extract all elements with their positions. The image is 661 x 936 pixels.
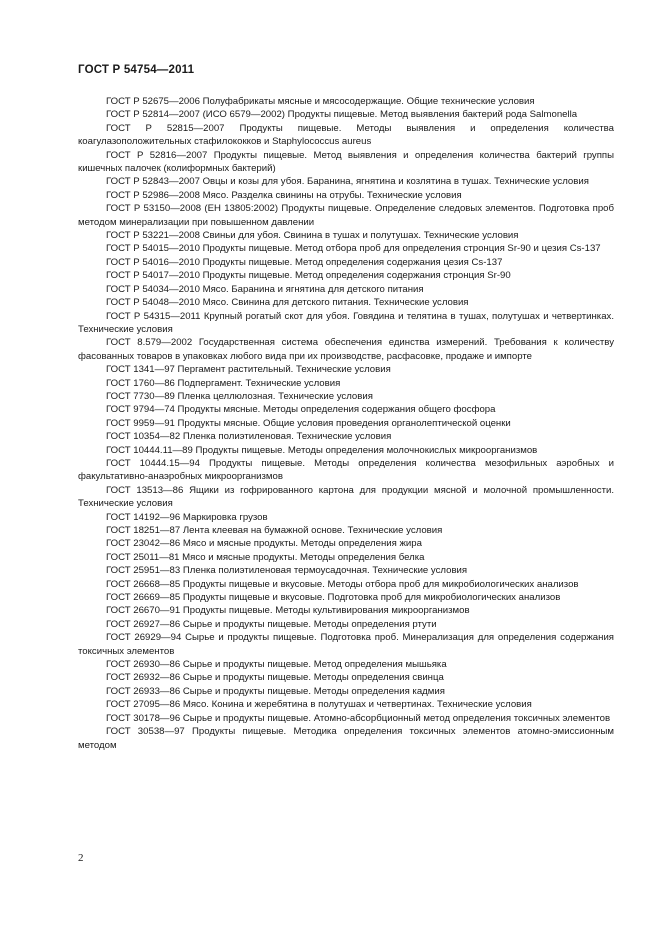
reference-item: ГОСТ 26932—86 Сырье и продукты пищевые. Методы определения свинца [106,672,444,684]
reference-item: ГОСТ 7730—89 Пленка целлюлозная. Технические условия [106,390,373,402]
reference-item: ГОСТ Р 54048—2010 Мясо. Свинина для детского питания. Технические условия [106,297,469,309]
reference-item: ГОСТ 26668—85 Продукты пищевые и вкусовые. Методы отбора проб для микробиологических анализов [106,578,579,590]
reference-item: ГОСТ Р 54034—2010 Мясо. Баранина и ягнятина для детского питания [106,283,424,295]
page-number: 2 [78,852,84,864]
reference-item: ГОСТ 1760—86 Подпергамент. Технические условия [106,377,341,389]
reference-item: ГОСТ 10354—82 Пленка полиэтиленовая. Технические условия [106,431,392,443]
reference-item: ГОСТ 30178—96 Сырье и продукты пищевые. Атомно-абсорбционный метод определения токсичных элементов [106,712,611,724]
reference-item: ГОСТ 18251—87 Лента клеевая на бумажной основе. Технические условия [106,525,443,536]
reference-item: ГОСТ 13513—86 Ящики из гофрированного картона для продукции мясной и молочной промышленности. Технические условия [78,484,614,510]
reference-item: ГОСТ Р 53150—2008 (ЕН 13805:2002) Продукты пищевые. Определение следовых элементов. Подготовка проб методом минерализации при повышенном давлении [78,203,614,228]
reference-item: ГОСТ Р 52675—2006 Полуфабрикаты мясные и мясосодержащие. Общие технические условия [106,96,535,107]
reference-item: ГОСТ 23042—86 Мясо и мясные продукты. Методы определения жира [106,538,422,550]
document-header: ГОСТ Р 54754—2011 [78,64,195,76]
reference-item: ГОСТ 9794—74 Продукты мясные. Методы определения содержания общего фосфора [106,404,496,416]
reference-item: ГОСТ Р 54016—2010 Продукты пищевые. Метод определения содержания цезия Cs-137 [106,256,503,268]
reference-item: ГОСТ Р 53221—2008 Свиньи для убоя. Свинина в тушах и полутушах. Технические условия [106,230,519,242]
reference-item: ГОСТ 10444.11—89 Продукты пищевые. Методы определения молочнокислых микроорганизмов [106,444,538,456]
reference-item: ГОСТ Р 54315—2011 Крупный рогатый скот для убоя. Говядина и телятина в тушах, полутушах и четвертинках. Технические условия [78,310,614,335]
reference-item: ГОСТ 10444.15—94 Продукты пищевые. Методы определения количества мезофильных аэробных и факультативно-анаэробных микроорганизмов [78,457,614,483]
reference-item: ГОСТ Р 52816—2007 Продукты пищевые. Метод выявления и определения количества бактерий группы кишечных палочек (колиформных бактерий) [78,149,614,175]
reference-item: ГОСТ 27095—86 Мясо. Конина и жеребятина в полутушах и четвертинах. Технические условия [106,699,532,711]
reference-item: ГОСТ Р 52815—2007 Продукты пищевые. Методы выявления и определения количества коагулазоположительных стафилококков и Staphylococcus aureus [78,122,614,148]
reference-item: ГОСТ 26927—86 Сырье и продукты пищевые. Методы определения ртути [106,618,437,630]
reference-item: ГОСТ 26670—91 Продукты пищевые. Методы культивирования микроорганизмов [106,605,470,617]
reference-item: ГОСТ 26929—94 Сырье и продукты пищевые. Подготовка проб. Минерализация для определения содержания токсичных элементов [78,632,614,657]
reference-item: ГОСТ 30538—97 Продукты пищевые. Методика определения токсичных элементов атомно-эмиссионным методом [78,726,614,751]
reference-item: ГОСТ 8.579—2002 Государственная система обеспечения единства измерений. Требования к количеству фасованных товаров в упаковках любого вида при их производстве, расфасовке, продаже и импорте [78,337,614,362]
reference-item: ГОСТ Р 52843—2007 Овцы и козы для убоя. Баранина, ягнятина и козлятина в тушах. Технические условия [106,176,589,188]
reference-item: ГОСТ 25951—83 Пленка полиэтиленовая термоусадочная. Технические условия [106,565,468,577]
reference-item: ГОСТ Р 54015—2010 Продукты пищевые. Метод отбора проб для определения стронция Sr-90 и цезия Cs-137 [106,243,601,255]
reference-item: ГОСТ 26933—86 Сырье и продукты пищевые. Методы определения кадмия [106,685,445,697]
normative-references-list [78,95,614,752]
reference-item: ГОСТ 26669—85 Продукты пищевые и вкусовые. Подготовка проб для микробиологических анализов [106,592,561,604]
reference-item: ГОСТ 25011—81 Мясо и мясные продукты. Методы определения белка [106,551,425,563]
reference-item: ГОСТ 9959—91 Продукты мясные. Общие условия проведения органолептической оценки [106,417,511,429]
reference-item: ГОСТ Р 52814—2007 (ИСО 6579—2002) Продукты пищевые. Метод выявления бактерий рода Salmonella [106,109,578,121]
reference-item: ГОСТ Р 54017—2010 Продукты пищевые. Метод определения содержания стронция Sr-90 [106,270,511,282]
reference-item: ГОСТ 14192—96 Маркировка грузов [106,511,268,523]
reference-item: ГОСТ Р 52986—2008 Мясо. Разделка свинины на отрубы. Технические условия [106,189,462,201]
reference-item: ГОСТ 26930—86 Сырье и продукты пищевые. Метод определения мышьяка [106,659,447,671]
reference-item: ГОСТ 1341—97 Пергамент растительный. Технические условия [106,364,391,376]
